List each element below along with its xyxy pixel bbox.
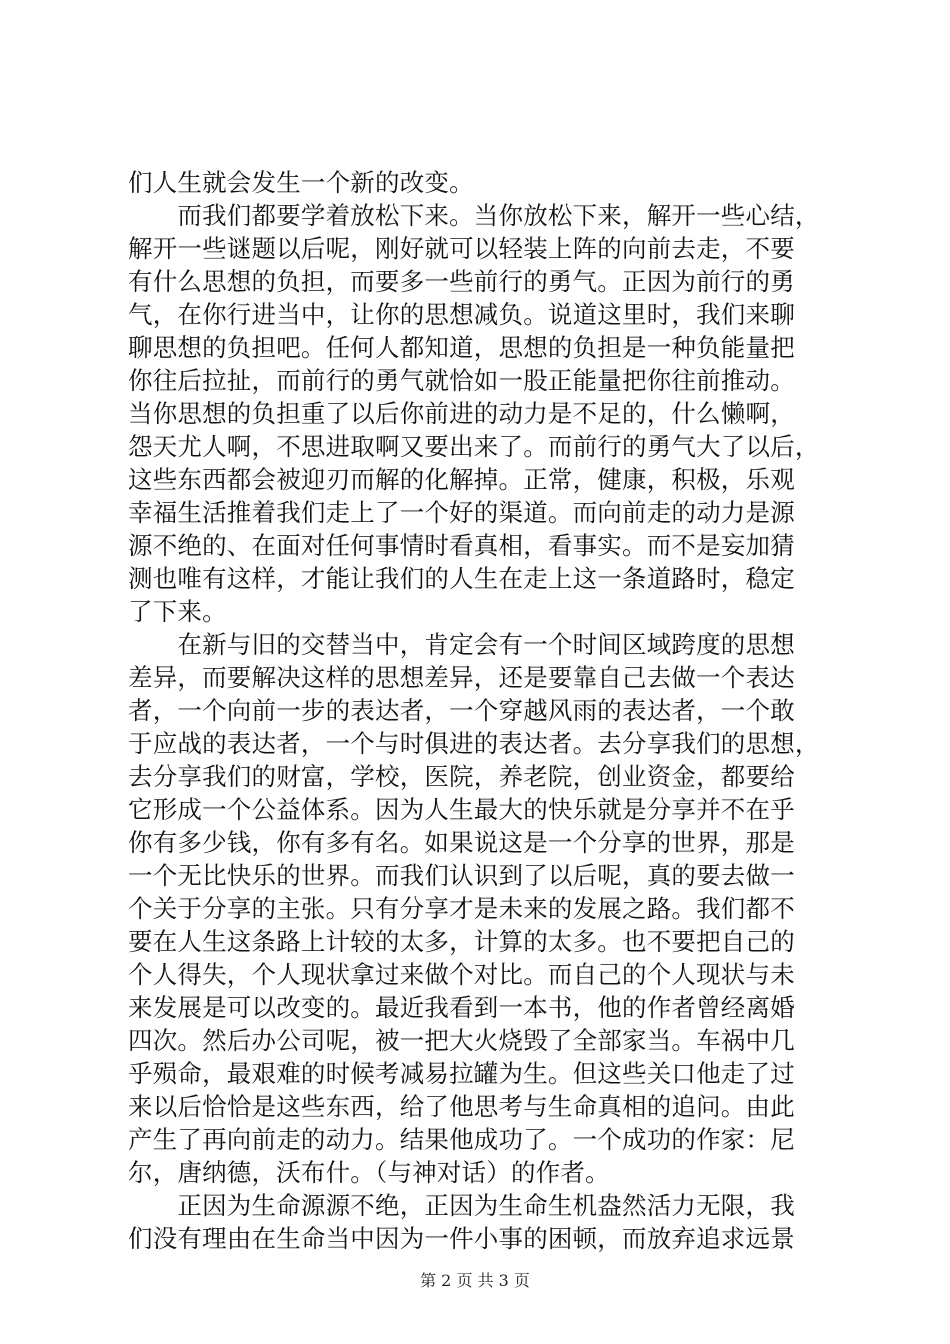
text-line: 在新与旧的交替当中，肯定会有一个时间区域跨度的思想 <box>128 630 795 659</box>
text-line: 正因为生命源源不绝，正因为生命生机盎然活力无限，我 <box>128 1191 795 1220</box>
text-line: 个关于分享的主张。只有分享才是未来的发展之路。我们都不 <box>128 894 795 923</box>
text-line: 来发展是可以改变的。最近我看到一本书，他的作者曾经离婚 <box>128 993 795 1022</box>
text-line: 它形成一个公益体系。因为人生最大的快乐就是分享并不在乎 <box>128 795 795 824</box>
text-line: 要在人生这条路上计较的太多，计算的太多。也不要把自己的 <box>128 927 795 956</box>
text-line: 你往后拉扯，而前行的勇气就恰如一股正能量把你往前推动。 <box>128 366 795 395</box>
text-line: 尔，唐纳德，沃布什。（与神对话）的作者。 <box>128 1158 610 1187</box>
text-line: 测也唯有这样，才能让我们的人生在走上这一条道路时，稳定 <box>128 564 795 593</box>
document-body <box>128 166 828 1255</box>
text-line: 你有多少钱，你有多有名。如果说这是一个分享的世界，那是 <box>128 828 795 857</box>
text-line: 而我们都要学着放松下来。当你放松下来，解开一些心结， <box>128 201 820 230</box>
text-line: 四次。然后办公司呢，被一把大火烧毁了全部家当。车祸中几 <box>128 1026 795 1055</box>
text-line: 去分享我们的财富，学校，医院，养老院，创业资金，都要给 <box>128 762 795 791</box>
text-line: 个人得失，个人现状拿过来做个对比。而自己的个人现状与未 <box>128 960 795 989</box>
text-line: 于应战的表达者，一个与时俱进的表达者。去分享我们的思想， <box>128 729 820 758</box>
text-line: 们人生就会发生一个新的改变。 <box>128 168 474 197</box>
text-line: 差异，而要解决这样的思想差异，还是要靠自己去做一个表达 <box>128 663 795 692</box>
text-line: 怨天尤人啊，不思进取啊又要出来了。而前行的勇气大了以后， <box>128 432 820 461</box>
text-line: 这些东西都会被迎刃而解的化解掉。正常，健康，积极，乐观 <box>128 465 795 494</box>
text-line: 者，一个向前一步的表达者，一个穿越风雨的表达者，一个敢 <box>128 696 795 725</box>
text-line: 解开一些谜题以后呢，刚好就可以轻装上阵的向前去走，不要 <box>128 234 795 263</box>
text-line: 来以后恰恰是这些东西，给了他思考与生命真相的追问。由此 <box>128 1092 795 1121</box>
text-line: 一个无比快乐的世界。而我们认识到了以后呢，真的要去做一 <box>128 861 795 890</box>
page-number-footer: 第 2 页 共 3 页 <box>420 1271 530 1290</box>
text-line: 源不绝的、在面对任何事情时看真相，看事实。而不是妄加猜 <box>128 531 795 560</box>
text-line: 幸福生活推着我们走上了一个好的渠道。而向前走的动力是源 <box>128 498 795 527</box>
text-line: 乎殒命，最艰难的时候考减易拉罐为生。但这些关口他走了过 <box>128 1059 795 1088</box>
text-line: 了下来。 <box>128 597 227 626</box>
text-line: 气，在你行进当中，让你的思想减负。说道这里时，我们来聊 <box>128 300 795 329</box>
text-line: 们没有理由在生命当中因为一件小事的困顿，而放弃追求远景 <box>128 1224 795 1253</box>
text-line: 聊思想的负担吧。任何人都知道，思想的负担是一种负能量把 <box>128 333 795 362</box>
text-line: 当你思想的负担重了以后你前进的动力是不足的，什么懒啊， <box>128 399 795 428</box>
text-line: 产生了再向前走的动力。结果他成功了。一个成功的作家：尼 <box>128 1125 795 1154</box>
text-line: 有什么思想的负担，而要多一些前行的勇气。正因为前行的勇 <box>128 267 795 296</box>
